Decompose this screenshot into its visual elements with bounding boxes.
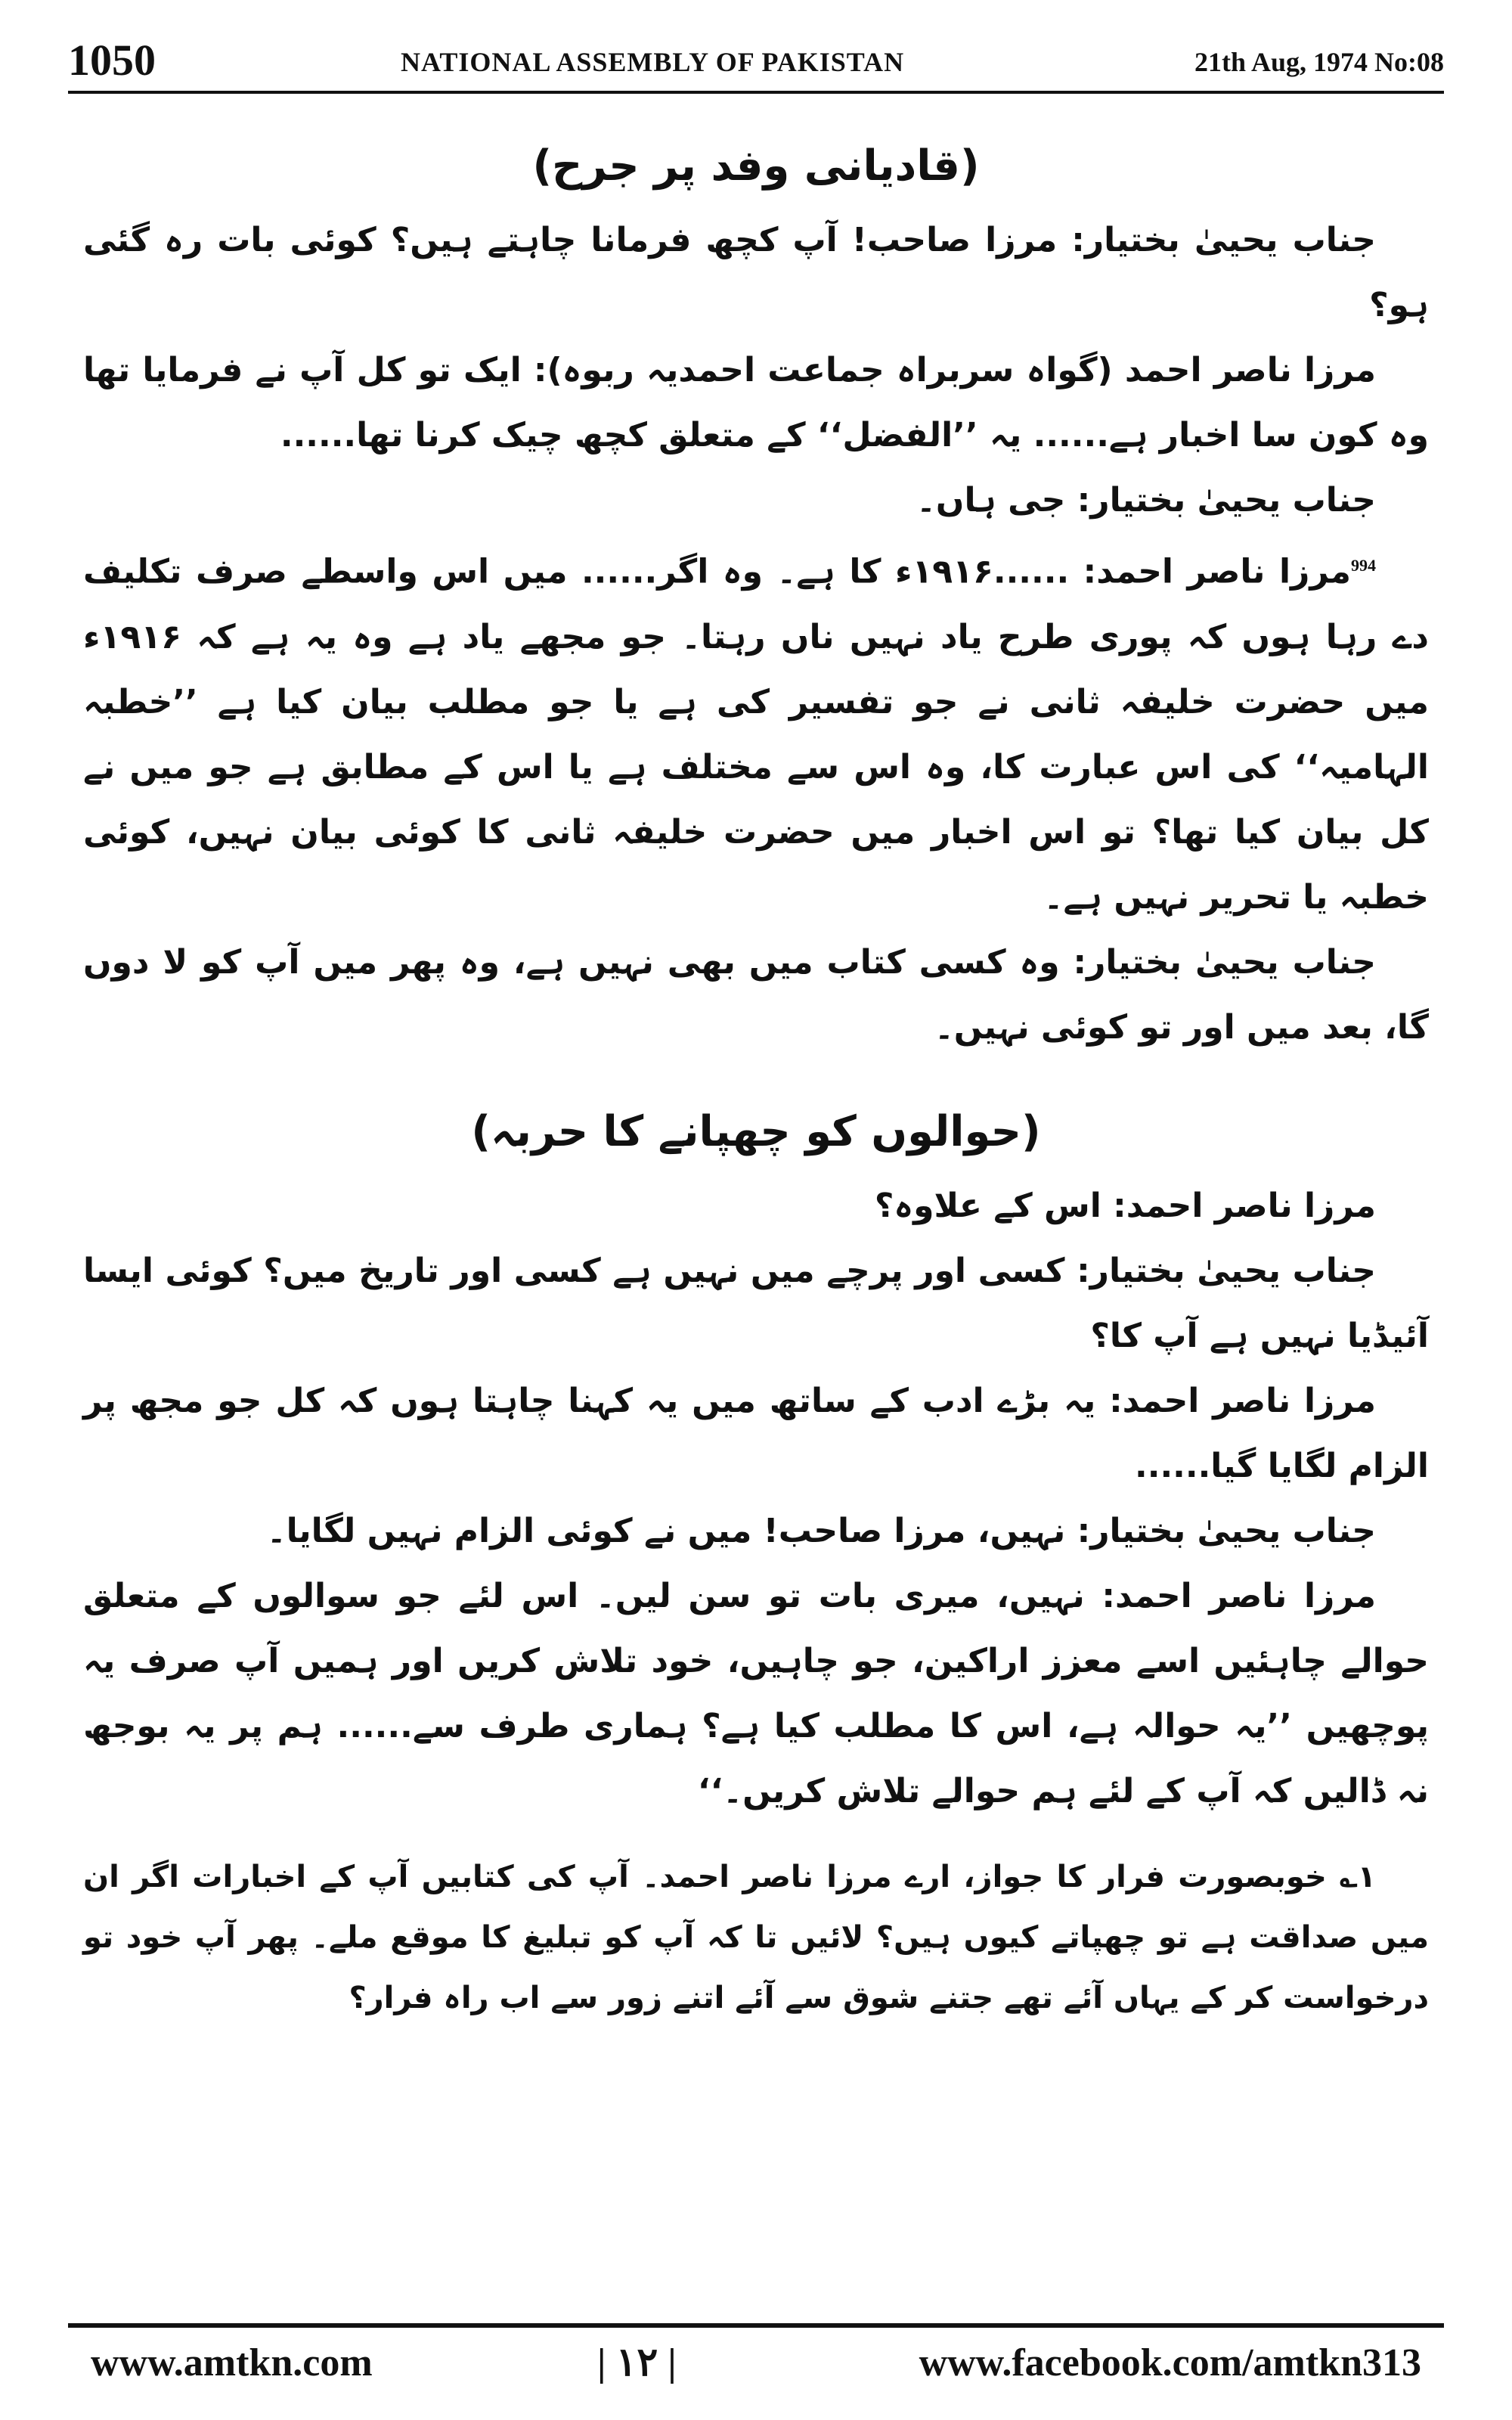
footer-divider bbox=[68, 2323, 1444, 2328]
website-link[interactable]: www.amtkn.com bbox=[91, 2341, 373, 2384]
paragraph-9: جناب یحییٰ بختیار: نہیں، مرزا صاحب! میں نے کوئی الزام نہیں لگایا۔ bbox=[266, 1511, 1376, 1550]
page-number: 1050 bbox=[68, 36, 156, 85]
paragraph-7: جناب یحییٰ بختیار: کسی اور پرچے میں نہیں ہے کسی اور تاریخ میں؟ کوئی ایسا آئیڈیا نہیں ہے آپ کا؟ bbox=[83, 1251, 1429, 1355]
section-heading-2: (حوالوں کو چھپانے کا حربہ) bbox=[471, 1106, 1041, 1156]
paragraph-5: جناب یحییٰ بختیار: وہ کسی کتاب میں بھی نہیں ہے، وہ پھر میں آپ کو لا دوں گا، بعد میں اور تو کوئی نہیں۔ bbox=[83, 942, 1429, 1047]
paragraph-4-text: مرزا ناصر احمد: ......۱۹۱۶ء کا ہے۔ وہ اگر...... میں اس واسطے صرف تکلیف دے رہا ہوں کہ پوری طرح یاد نہیں ناں رہتا۔ جو مجھے یاد ہے وہ یہ ہے کہ ۱۹۱۶ء میں حضرت خلیفہ ثانی نے جو تفسیر کی ہے یا جو مطلب بیان کیا ہے ’’خطبہ الہامیہ‘‘ کی اس عبارت کا، وہ اس سے مختلف ہے یا اس کے مطابق ہے جو میں نے کل بیان کیا تھا؟ تو اس اخبار میں حضرت خلیفہ ثانی کا کوئی بیان نہیں، کوئی خطبہ یا تحریر نہیں ہے۔ bbox=[83, 552, 1429, 917]
footer-page-number: | ۱۲ | bbox=[597, 2341, 677, 2384]
section-heading-1: (قادیانی وفد پر جرح) bbox=[532, 141, 980, 191]
document-body bbox=[83, 125, 1429, 2028]
header-date: 21th Aug, 1974 No:08 bbox=[1194, 47, 1444, 77]
footnote: ۱؎ خوبصورت فرار کا جواز، ارے مرزا ناصر احمد۔ آپ کی کتابیں آپ کے اخبارات اگر ان میں صداقت ہے تو چھپاتے کیوں ہیں؟ لائیں تا کہ آپ کو تبلیغ کا موقع ملے۔ پھر آپ خود تو درخواست کر کے یہاں آئے تھے جتنے شوق سے آئے اتنے زور سے اب راہ فرار؟ bbox=[83, 1859, 1430, 2015]
page-ref-sup: 994 bbox=[1350, 556, 1376, 575]
paragraph-6: مرزا ناصر احمد: اس کے علاوہ؟ bbox=[874, 1186, 1376, 1225]
paragraph-1: جناب یحییٰ بختیار: مرزا صاحب! آپ کچھ فرمانا چاہتے ہیں؟ کوئی بات رہ گئی ہو؟ bbox=[83, 221, 1429, 324]
paragraph-10: مرزا ناصر احمد: نہیں، میری بات تو سن لیں۔ اس لئے جو سوالوں کے متعلق حوالے چاہئیں اسے معزز اراکین، جو چاہیں، خود تلاش کریں اور ہمیں آپ صرف یہ پوچھیں ’’یہ حوالہ ہے، اس کا مطلب کیا ہے؟ ہماری طرف سے...... ہم پر یہ بوجھ نہ ڈالیں کہ آپ کے لئے ہم حوالے تلاش کریں۔‘‘ bbox=[83, 1576, 1429, 1810]
header-divider bbox=[68, 91, 1444, 94]
paragraph-8: مرزا ناصر احمد: یہ بڑے ادب کے ساتھ میں یہ کہنا چاہتا ہوں کہ کل جو مجھ پر الزام لگایا گیا...... bbox=[83, 1381, 1429, 1485]
paragraph-2: مرزا ناصر احمد (گواہ سربراہ جماعت احمدیہ ربوہ): ایک تو کل آپ نے فرمایا تھا وہ کون سا اخبار ہے...... یہ ’’الفضل‘‘ کے متعلق کچھ چیک کرنا تھا...... bbox=[83, 351, 1429, 455]
facebook-link[interactable]: www.facebook.com/amtkn313 bbox=[919, 2341, 1421, 2384]
page-footer bbox=[68, 2333, 1444, 2394]
paragraph-3: جناب یحییٰ بختیار: جی ہاں۔ bbox=[916, 481, 1376, 520]
paragraph-4 bbox=[83, 533, 1429, 930]
page-header bbox=[68, 30, 1444, 91]
header-title: NATIONAL ASSEMBLY OF PAKISTAN bbox=[401, 47, 905, 77]
